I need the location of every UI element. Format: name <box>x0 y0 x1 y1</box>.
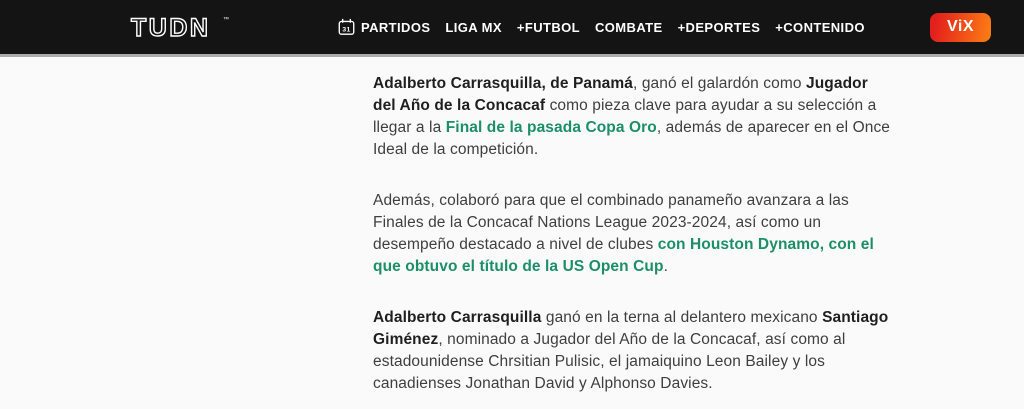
calendar-31-icon <box>338 18 355 36</box>
text-segment: , ganó el galardón como <box>633 75 807 92</box>
nav-item-futbol[interactable] <box>517 20 580 35</box>
tudn-logo-text: TUDN <box>131 14 211 42</box>
nav-item-combate[interactable] <box>595 20 663 35</box>
nav-item-liga-mx[interactable] <box>445 20 501 35</box>
text-segment: , nominado a Jugador del Año de la Concacaf, así como al estadounidense Chrsitian Pulisic, el jamaiquino Leon Bailey y los canadienses Jonathan David y Alphonso Davies. <box>373 331 846 392</box>
top-nav <box>0 0 1024 54</box>
tudn-logo-icon <box>130 10 230 44</box>
text-segment: Jugador del Año de la Concacaf <box>373 75 868 114</box>
nav-item-label: LIGA MX <box>445 19 502 35</box>
article-body <box>373 57 893 395</box>
paragraph <box>373 73 893 161</box>
vix-logo-label: ViX <box>947 18 974 35</box>
nav-item-label: +DEPORTES <box>677 19 761 35</box>
nav-item-contenido[interactable] <box>775 20 865 35</box>
vix-logo-button[interactable] <box>930 13 991 42</box>
nav-item-deportes[interactable] <box>678 20 761 35</box>
article-link[interactable]: Final de la pasada Copa Oro <box>445 119 657 136</box>
trademark-mark: ™ <box>223 17 229 23</box>
nav-item-label: COMBATE <box>595 19 663 35</box>
text-segment: Adalberto Carrasquilla <box>373 309 542 326</box>
nav-item-label: PARTIDOS <box>361 19 431 35</box>
nav-item-label: +FUTBOL <box>516 19 580 35</box>
text-segment: , además de aparecer en el Once Ideal de la competición. <box>373 119 891 158</box>
calendar-day-label: 31 <box>342 26 351 34</box>
article-link[interactable]: con Houston Dynamo, con el que obtuvo el título de la US Open Cup <box>373 236 874 275</box>
tudn-logo[interactable] <box>130 10 230 44</box>
nav-menu <box>338 18 865 36</box>
text-segment: Además, colaboró para que el combinado panameño avanzara a las Finales de la Concacaf Nations League 2023-2024, así como un desempeño destacado a nivel de clubes <box>373 192 849 253</box>
nav-item-label: +CONTENIDO <box>775 19 865 35</box>
text-segment: Adalberto Carrasquilla, de Panamá <box>373 75 633 92</box>
paragraph <box>373 190 893 278</box>
paragraph <box>373 307 893 395</box>
text-segment: Santiago Giménez <box>373 309 889 348</box>
text-segment: como pieza clave para ayudar a su selección a llegar a la <box>373 97 877 136</box>
text-segment: . <box>663 258 668 275</box>
text-segment: ganó en la terna al delantero mexicano <box>541 309 823 326</box>
nav-item-partidos[interactable] <box>338 18 430 36</box>
